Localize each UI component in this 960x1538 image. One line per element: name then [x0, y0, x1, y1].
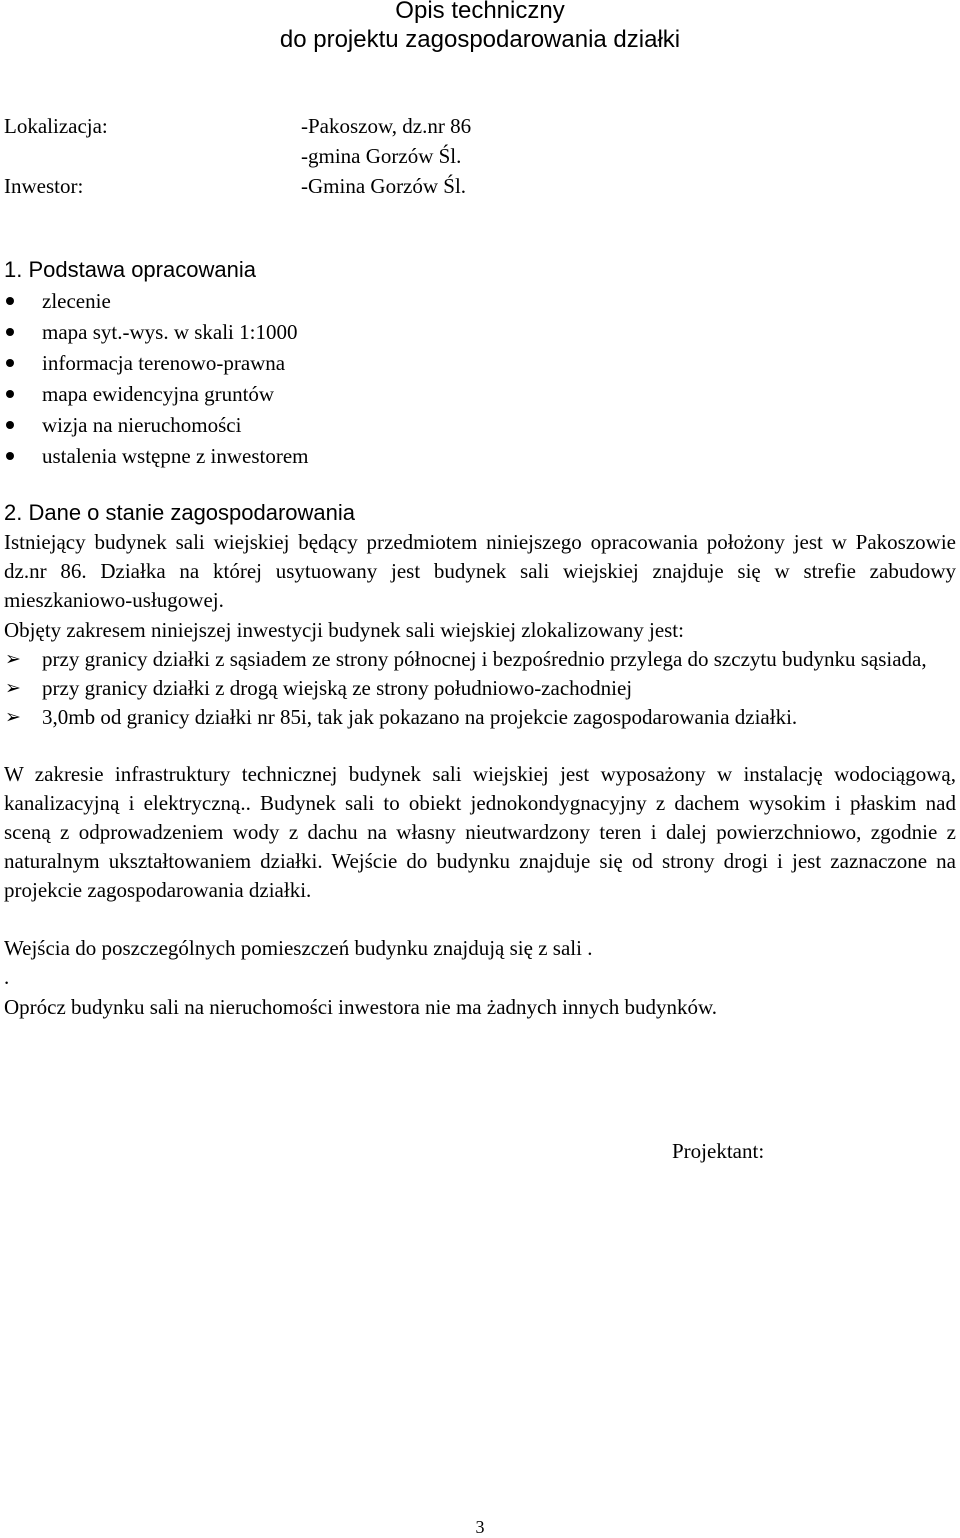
arrow-bullet-icon: ➢: [5, 706, 21, 728]
list-item-text: mapa ewidencyjna gruntów: [42, 382, 275, 406]
list-item-text: informacja terenowo-prawna: [42, 351, 286, 375]
bullet-icon: [6, 452, 14, 460]
list-item: [0, 674, 956, 703]
list-item-text: ustalenia wstępne z inwestorem: [42, 444, 309, 468]
list-item: [0, 410, 309, 441]
list-item-text: przy granicy działki z drogą wiejską ze strony południowo-zachodniej: [42, 676, 633, 700]
designer-signature-label: Projektant:: [672, 1139, 765, 1163]
bullet-icon: [6, 421, 14, 429]
document-title: Opis techniczny: [395, 0, 565, 24]
list-item: [0, 703, 956, 732]
page-number: 3: [475, 1517, 485, 1537]
bullet-icon: [6, 328, 14, 336]
list-item-text: mapa syt.-wys. w skali 1:1000: [42, 320, 298, 344]
arrow-bullet-icon: ➢: [5, 648, 21, 670]
document-subtitle: do projektu zagospodarowania działki: [279, 26, 681, 53]
location-commune: -gmina Gorzów Śl.: [301, 144, 462, 168]
paragraph-scope: Objęty zakresem niniejszej inwestycji budynek sali wiejskiej zlokalizowany jest:: [4, 618, 684, 642]
paragraph-existing-building: Istniejący budynek sali wiejskiej będący przedmiotem niniejszego opracowania położony jest w Pakoszowie dz.nr 86. Działka na której usytuowany jest budynek sali wiejskiej znajduje się w strefie zabudowy mieszkaniowo-usługowej.: [4, 530, 956, 612]
list-item-text: przy granicy działki z sąsiadem ze strony północnej i bezpośrednio przylega do szczytu budynku sąsiada,: [42, 647, 927, 671]
list-item: [0, 348, 309, 379]
paragraph-entrances: [4, 934, 956, 992]
entrances-text: Wejścia do poszczególnych pomieszczeń budynku znajdują się z sali .: [4, 936, 593, 960]
entrances-dot: .: [4, 965, 10, 989]
section-heading-basis: 1. Podstawa opracowania: [4, 257, 256, 282]
location-value: -Pakoszow, dz.nr 86: [301, 114, 472, 138]
list-item: [0, 441, 309, 472]
basis-list: [0, 286, 309, 472]
investor-value: -Gmina Gorzów Śl.: [301, 174, 467, 198]
bullet-icon: [6, 297, 14, 305]
arrow-bullet-icon: ➢: [5, 677, 21, 699]
bullet-icon: [6, 359, 14, 367]
list-item-text: wizja na nieruchomości: [42, 413, 242, 437]
investor-label: Inwestor:: [4, 174, 84, 198]
paragraph-infrastructure: W zakresie infrastruktury technicznej budynek sali wiejskiej jest wyposażony w instalację wodociągową, kanalizacyjną i elektryczną.. Budynek sali to obiekt jednokondygnacyjny z dachem wysokim i płaskim nad sceną z odprowadzeniem wody z dachu na własny nieutwardzony teren i dalej powierzchniowo, zgodnie z naturalnym ukształtowaniem działki. Wejście do budynku znajduje się od strony drogi i jest zaznaczone na projekcie zagospodarowania działki.: [4, 762, 956, 902]
list-item: [0, 286, 309, 317]
list-item: [0, 317, 309, 348]
list-item-text: 3,0mb od granicy działki nr 85i, tak jak pokazano na projekcie zagospodarowania działki.: [42, 705, 798, 729]
location-label: Lokalizacja:: [4, 114, 108, 138]
list-item: [0, 379, 309, 410]
location-list: [0, 645, 956, 732]
bullet-icon: [6, 390, 14, 398]
list-item-text: zlecenie: [42, 289, 111, 313]
paragraph-other-buildings: Oprócz budynku sali na nieruchomości inwestora nie ma żadnych innych budynków.: [4, 995, 718, 1019]
list-item: [0, 645, 956, 674]
section-heading-state: 2. Dane o stanie zagospodarowania: [4, 500, 356, 525]
